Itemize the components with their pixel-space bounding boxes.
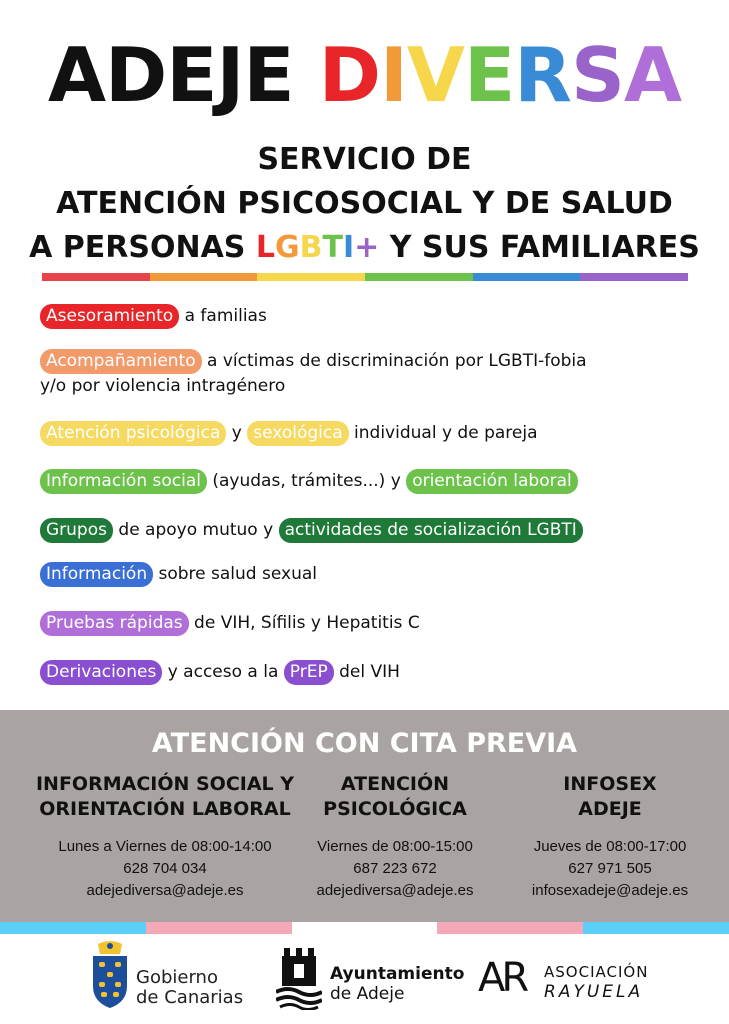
column-infosex-title-2: ADEJE: [578, 798, 642, 820]
column-psicologica-schedule: Viernes de 08:00-15:00: [317, 838, 473, 855]
service-text: a víctimas de discriminación por LGBTI-fobia: [201, 351, 587, 371]
column-social-title-1: INFORMACIÓN SOCIAL Y: [35, 773, 295, 795]
title-adeje: ADEJE: [47, 31, 319, 119]
column-psicologica: [300, 772, 490, 902]
title-letter: S: [570, 31, 624, 119]
rainbow-segment: [257, 273, 365, 281]
service-highlight: Derivaciones: [40, 660, 162, 685]
title-letter: I: [380, 31, 407, 119]
subtitle-line-2: ATENCIÓN PSICOSOCIAL Y DE SALUD: [56, 186, 673, 221]
gobierno-canarias-name: Gobierno de Canarias: [136, 967, 244, 1008]
column-social-phone[interactable]: 628 704 034: [123, 860, 207, 877]
title-letter: V: [406, 31, 464, 119]
service-highlight: orientación laboral: [406, 469, 578, 494]
rainbow-segment: [150, 273, 258, 281]
stripe-segment: [292, 922, 438, 934]
main-title: [0, 30, 729, 120]
title-letter: D: [318, 31, 381, 119]
service-text: de apoyo mutuo y: [113, 520, 279, 540]
service-text: y: [226, 423, 248, 443]
rainbow-segment: [580, 273, 688, 281]
subtitle-line-3: [0, 226, 729, 270]
rainbow-segment: [365, 273, 473, 281]
service-highlight: Acompañamiento: [40, 349, 202, 374]
rainbow-segment: [42, 273, 150, 281]
subtitle-line-1: SERVICIO DE: [257, 142, 472, 177]
rainbow-divider: [42, 273, 688, 281]
service-highlight: PrEP: [284, 660, 334, 685]
gobierno-canarias-shield-icon: [90, 940, 130, 1010]
column-psicologica-phone[interactable]: 687 223 672: [353, 860, 437, 877]
ayuntamiento-adeje-tower-icon: [276, 948, 322, 1010]
column-social: [30, 772, 300, 902]
service-text: sobre salud sexual: [153, 564, 317, 584]
service-item: [40, 562, 317, 587]
title-letter: E: [463, 31, 515, 119]
stripe-segment: [0, 922, 146, 934]
lgbti-letter: G: [274, 230, 300, 265]
lgbti-letter: B: [299, 230, 323, 265]
rayuela-logo-mark: AR: [478, 955, 526, 1001]
service-highlight: Asesoramiento: [40, 304, 179, 329]
service-text: del VIH: [333, 662, 400, 682]
logos-row: [0, 934, 729, 1024]
subtitle: [0, 138, 729, 270]
cita-previa-heading: ATENCIÓN CON CITA PREVIA: [151, 728, 578, 759]
service-text: (ayudas, trámites...) y: [206, 471, 407, 491]
column-psicologica-title-1: ATENCIÓN: [340, 773, 450, 795]
rayuela-name: ASOCIACIÓN RAYUELA: [544, 963, 649, 1002]
service-item: [40, 518, 583, 543]
ayuntamiento-adeje-name: Ayuntamiento de Adeje: [330, 964, 465, 1004]
stripe-segment: [146, 922, 292, 934]
title-letter: R: [514, 31, 571, 119]
service-highlight: Información social: [40, 469, 207, 494]
service-highlight: Pruebas rápidas: [40, 611, 189, 636]
service-text: individual y de pareja: [348, 423, 538, 443]
column-psicologica-email[interactable]: adejediversa@adeje.es: [316, 882, 474, 899]
lgbti-letter: L: [255, 230, 275, 265]
service-item: [40, 304, 267, 329]
service-highlight: Atención psicológica: [40, 421, 226, 446]
service-item: [40, 421, 538, 446]
flag-stripe: [0, 922, 729, 934]
service-highlight: sexológica: [247, 421, 348, 446]
service-item: [40, 349, 587, 398]
column-infosex-email[interactable]: infosexadeje@adeje.es: [531, 882, 689, 899]
service-highlight: actividades de socialización LGBTI: [279, 518, 583, 543]
stripe-segment: [437, 922, 583, 934]
column-social-email[interactable]: adejediversa@adeje.es: [86, 882, 244, 899]
service-text: a familias: [179, 306, 267, 326]
column-psicologica-title-2: PSICOLÓGICA: [323, 798, 467, 820]
lgbti-letter: I: [342, 230, 355, 265]
column-infosex: [510, 772, 710, 902]
lgbti-letter: +: [354, 230, 380, 265]
column-infosex-title-1: INFOSEX: [563, 773, 657, 795]
title-letter: A: [624, 31, 682, 119]
service-highlight: Grupos: [40, 518, 113, 543]
rainbow-segment: [473, 273, 581, 281]
service-item: [40, 660, 400, 685]
subtitle-lgbti: [256, 230, 379, 265]
service-highlight: Información: [40, 562, 153, 587]
lgbti-letter: T: [322, 230, 343, 265]
subtitle-line-3-pre: A PERSONAS: [29, 230, 256, 265]
service-item: [40, 469, 578, 494]
service-text: de VIH, Sífilis y Hepatitis C: [188, 613, 420, 633]
column-infosex-phone[interactable]: 627 971 505: [568, 860, 652, 877]
column-social-title-2: ORIENTACIÓN LABORAL: [39, 798, 291, 820]
service-text: y acceso a la: [162, 662, 284, 682]
stripe-segment: [583, 922, 729, 934]
service-text-line-2: y/o por violencia intragénero: [40, 376, 286, 396]
column-social-schedule: Lunes a Viernes de 08:00-14:00: [58, 838, 272, 855]
title-diversa: [319, 31, 681, 119]
column-infosex-schedule: Jueves de 08:00-17:00: [533, 838, 687, 855]
service-item: [40, 611, 420, 636]
subtitle-line-3-post: Y SUS FAMILIARES: [379, 230, 700, 265]
